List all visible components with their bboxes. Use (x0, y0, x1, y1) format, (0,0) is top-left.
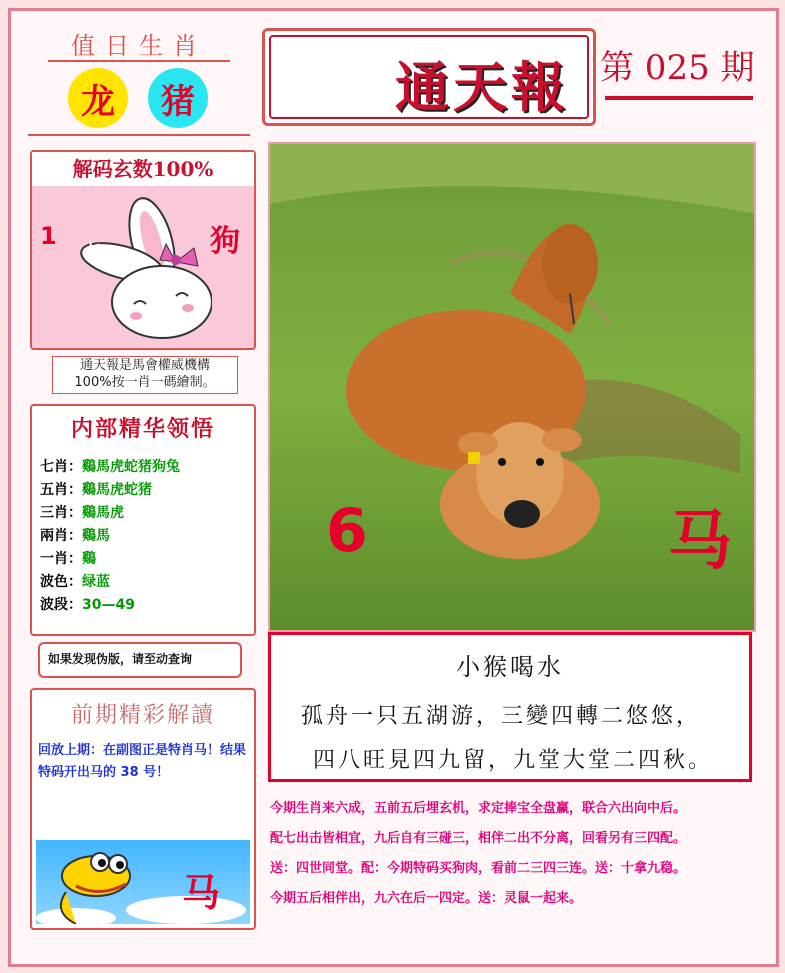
poem-title: 小猴喝水 (456, 653, 564, 681)
poem-line1: 孤舟一只五湖游，三變四轉二悠悠， (301, 704, 702, 729)
duty-title: 值日生肖 (71, 32, 207, 60)
decode-zodiac: 狗 (210, 224, 240, 259)
authority-note-line1: 通天報是馬會權威機構 (79, 358, 210, 373)
duty-badge-dragon: 龙 (68, 68, 128, 128)
photo-zodiac: 马 (668, 505, 732, 579)
previous-title: 前期精彩解讀 (70, 703, 215, 728)
list-item: 兩肖：鷄馬 (40, 528, 110, 544)
duty-badge-pig: 猪 (148, 68, 208, 128)
internal-list (40, 456, 250, 617)
list-item: 三肖：鷄馬虎 (40, 505, 124, 521)
divider (28, 134, 250, 136)
list-item: 波色：绿蓝 (40, 574, 110, 590)
masthead-box (262, 28, 596, 126)
list-item: 一肖：鷄 (40, 551, 96, 567)
list-item: 波段：30—49 (40, 597, 135, 613)
internal-title: 内部精华领悟 (70, 416, 215, 442)
divider (48, 60, 230, 62)
decode-panel (30, 150, 256, 350)
previous-panel (30, 688, 256, 930)
masthead-title: 通天報 (395, 55, 569, 119)
issue-underline (605, 96, 753, 100)
riddle-line: 今期五后相伴出，九六在后一四定。送：灵鼠一起来。 (270, 891, 583, 906)
riddle-line: 送：四世同堂。配：今期特码买狗肉，看前二三四三连。送：十拿九稳。 (270, 861, 687, 876)
riddle-text (270, 794, 754, 914)
authority-note (52, 356, 238, 394)
internal-panel (30, 404, 256, 636)
duty-zodiac-panel (28, 20, 250, 138)
fake-notice: 如果发现伪版，请至动查询 (38, 642, 242, 678)
riddle-line: 今期生肖来六成，五前五后埋玄机，求定捧宝全盘赢，联合六出向中后。 (270, 801, 687, 816)
love-tag: LOVE (87, 241, 118, 258)
list-item: 七肖：鷄馬虎蛇猪狗兔 (40, 459, 180, 475)
poem-panel (268, 632, 752, 782)
poem-line2: 四八旺見四九留，九堂大堂二四秋。 (313, 748, 714, 773)
bunny-illustration (72, 192, 212, 342)
previous-zodiac: 马 (182, 871, 221, 915)
decode-title: 解码玄数100% (32, 152, 254, 186)
issue-number: 第 025 期 (600, 48, 755, 88)
riddle-line: 配七出击皆相宜，九后自有三碰三，相伴二出不分离，回看另有三四配。 (270, 831, 687, 846)
previous-text: 回放上期：在副图正是特肖马！结果特码开出马的 38 号！ (38, 743, 247, 780)
list-item: 五肖：鷄馬虎蛇猪 (40, 482, 152, 498)
cattle-photo (268, 142, 756, 632)
decode-number: 1 (40, 222, 57, 250)
authority-note-line2: 100%按一肖一碼繪制。 (74, 375, 216, 390)
photo-number: 6 (326, 496, 368, 566)
